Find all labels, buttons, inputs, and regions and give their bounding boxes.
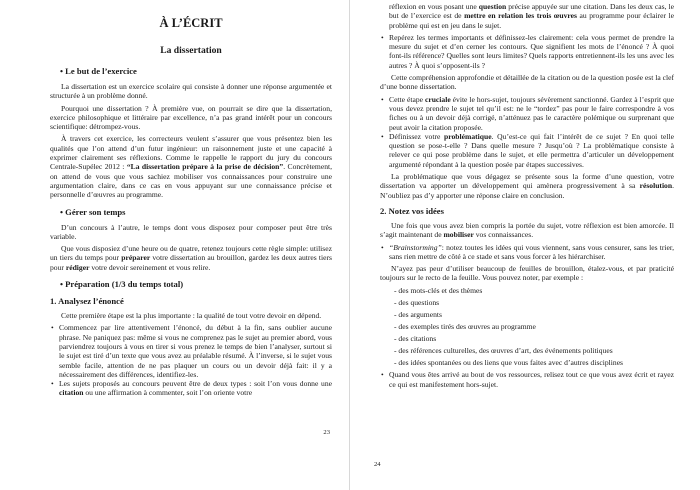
- text-run: Définissez votre: [389, 131, 445, 141]
- text-run: . Qu’est-ce qui fait l’intérêt de ce sujet ? En quoi telle question se pose-t-elle ? Dans quelle mesure ? Jusqu’où ? La problématique consiste à relever ce qui pose problème dans le sujet, et elle permettra d’articuler un développement argumenté répondant à la question posée par étapes successives.: [389, 131, 675, 169]
- text-run: Que vous disposiez d’une heure ou de quatre, retenez toujours cette règle simple: utilisez un tiers du temps pour: [50, 244, 332, 263]
- heading-preparation-text: Préparation (1/3 du temps total): [65, 279, 184, 290]
- text-run: ou une affirmation à commenter, soit l’on oriente votre: [83, 388, 253, 398]
- heading-temps-text: Gérer son temps: [65, 206, 126, 217]
- bullet-relisez: • Quand vous êtes arrivé au bout de vos ressources, relisez tout ce que vous avez écrit et rayez ce qui est manifestement hors-sujet.: [380, 370, 674, 389]
- heading-temps: • Gérer son temps: [60, 206, 126, 217]
- bold-problematique: problématique: [444, 131, 492, 141]
- dash-item: - des idées spontanées ou des liens que vous faites avec d’autres disciplines: [394, 358, 624, 368]
- dash-item: - des citations: [394, 334, 437, 344]
- paragraph-resolution: [380, 172, 674, 200]
- bold-citation: citation: [59, 388, 84, 398]
- text-run: évite le hors-sujet, toujours sévèrement sanctionné. Gardez à l’esprit que vous devez prendre le sujet tel qu’il est: ne le “tordez” pas pour le faire correspondre à vos fiches ou à un devoir déjà corrigé, n’atténuez pas le caractère polémique ou surprenant que peut avoir la citation proposée.: [389, 94, 674, 132]
- text-run: À travers cet exercice, les correcteurs veulent s’assurer que vous présentez bien les qualités que l’on attend d’un futur ingénieur: un raisonnement juste et une capacité à exprimer clairement ses réflexions. Comme le rappelle le rapport du jury du concours Centrale-Supélec 2012 :: [50, 134, 332, 172]
- italic-brainstorming: “Brainstorming”: [389, 242, 442, 252]
- text-run: votre devoir sereinement et vous relire.: [89, 262, 211, 272]
- paragraph-mobiliser: [380, 221, 674, 240]
- text-run: réflexion en vous posant une: [389, 2, 479, 11]
- dash-list: [380, 286, 674, 368]
- text-run: Une fois que vous avez bien compris la portée du sujet, votre réflexion est bien amorcée. Il s’agit maintenant de: [380, 220, 674, 240]
- bullet-list-termes: [380, 33, 674, 70]
- heading-notez: 2. Notez vos idées: [380, 205, 444, 216]
- dash-item: - des références culturelles, des œuvres d’art, des événements politiques: [394, 346, 613, 356]
- paragraph-brouillon: N’ayez pas peur d’utiliser beaucoup de feuilles de brouillon, étalez-vous, et par praticité toujours sur le recto de la feuille. Vous pouvez noter, par exemple :: [380, 264, 674, 283]
- bold-rediger: rédiger: [65, 262, 90, 272]
- heading-analysez: 1. Analysez l’énoncé: [50, 296, 124, 307]
- bullet-list-relisez: [380, 370, 674, 389]
- page-number-left: 23: [323, 429, 330, 436]
- bullet-problematique: [380, 132, 674, 169]
- dash-item: - des arguments: [394, 309, 442, 319]
- text-run: : notez toutes les idées qui vous viennent, sans vous censurer, sans les trier, sans rien mettre de côté à ce stade et sans vous forcer à les hiérarchiser.: [389, 242, 674, 261]
- bullet-list-brainstorming: [380, 243, 674, 262]
- dash-item: - des mots-clés et des thèmes: [394, 285, 483, 295]
- bold-resolution: résolution: [639, 181, 673, 191]
- paragraph-comprehension: Cette compréhension approfondie et détaillée de la citation ou de la question posée est la clef d’une bonne dissertation.: [380, 73, 674, 92]
- chapter-title: À L’ÉCRIT: [159, 16, 223, 30]
- bold-preparer: préparer: [121, 253, 151, 263]
- bold-question: question: [478, 2, 507, 11]
- paragraph-regle: [50, 244, 332, 272]
- paragraph-continuation: [380, 2, 674, 30]
- paragraph-pourquoi: Pourquoi une dissertation ? À première vue, on pourrait se dire que la dissertation, exercice philosophique et littéraire par excellence, n’a pas grand intérêt pour un concours scientifique: détrompez-vous.: [50, 103, 332, 132]
- text-run: Cette étape: [389, 94, 425, 104]
- paragraph-premiere-etape: Cette première étape est la plus importante : la qualité de tout votre devoir en dépend.: [61, 311, 322, 321]
- text-run: votre dissertation au brouillon, gardez les deux autres tiers pour: [50, 253, 332, 272]
- section-title: La dissertation: [160, 45, 222, 56]
- right-page: [350, 0, 700, 490]
- heading-but: • Le but de l’exercice: [60, 66, 137, 76]
- bold-quote: “La dissertation prépare à la prise de décision”: [126, 162, 284, 172]
- bullet-lire-enonce: • Commencez par lire attentivement l’énoncé, du début à la fin, sans oublier aucune phrase. Ne paniquez pas: même si vous ne comprenez pas le sujet au premier abord, vous parviendrez toujours à vous en tirer si vous prenez le temps de bien l’analyser, surtout si le sujet est tiré d’un texte que vous avez au préalable résumé. À l’inverse, si le sujet vous semble facile, attention de ne pas plaquer un cours ou un devoir déjà fait: il y a nécessairement des différences, identifiez-les.: [50, 323, 332, 379]
- text-run: Les sujets proposés au concours peuvent être de deux types : soit l’on vous donne une: [59, 379, 332, 389]
- text-run: au programme pour éclairer le problème qui est en jeu dans le sujet.: [389, 11, 674, 30]
- paragraph-temps-variable: D’un concours à l’autre, le temps dont vous disposez pour composer peut être très variable.: [50, 222, 332, 241]
- bullet-brainstorming: [380, 243, 674, 262]
- heading-preparation: • Préparation (1/3 du temps total): [60, 279, 184, 290]
- bullet-list-left: [50, 323, 332, 397]
- dash-item: - des exemples tirés des œuvres au programme: [394, 322, 536, 331]
- text-run: La problématique que vous dégagez se présente sous la forme d’une question, votre dissertation va apporter un développement qui amènera progressivement à sa: [380, 172, 674, 191]
- text-run: . N’oubliez pas d’y apporter une réponse claire en conclusion.: [380, 181, 674, 200]
- text-run: . Concrètement, on attend de vous que vous sachiez mobiliser vos connaissances pour construire une argumentation claire, dans ce cas en vous appuyant sur une connaissance précise et personnelle d’œuvres au programme.: [50, 162, 333, 200]
- bold-mobiliser: mobiliser: [443, 230, 474, 240]
- page-number-right: 24: [374, 461, 381, 468]
- bullet-list-etapes: [380, 95, 674, 169]
- paragraph-correcteurs: [50, 134, 332, 199]
- dash-item: - des questions: [394, 297, 440, 307]
- bold-trois-oeuvres: mettre en relation les trois œuvres: [464, 11, 577, 21]
- bullet-termes: • Repérez les termes importants et définissez-les clairement: cela vous permet de prendre la mesure du sujet et d’en cerner les contours. Que signifient les mots de l’énoncé ? À quoi font-ils référence? Quelles sont leurs limites? Quels rapports entretiennent-ils les uns avec les autres ? À quoi s’opposent-ils ?: [380, 33, 674, 70]
- paragraph-definition: La dissertation est un exercice scolaire qui consiste à donner une réponse argumentée et structurée à un problème donné.: [50, 82, 332, 101]
- heading-but-text: Le but de l’exercice: [65, 66, 137, 76]
- text-run: vos connaissances.: [473, 230, 534, 240]
- text-run: précise appuyée sur une citation. Dans les deux cas, le but de l’exercice est de: [389, 2, 674, 21]
- bullet-cruciale: [380, 95, 674, 132]
- bullet-types-sujets: [50, 379, 332, 398]
- bold-cruciale: cruciale: [424, 94, 451, 104]
